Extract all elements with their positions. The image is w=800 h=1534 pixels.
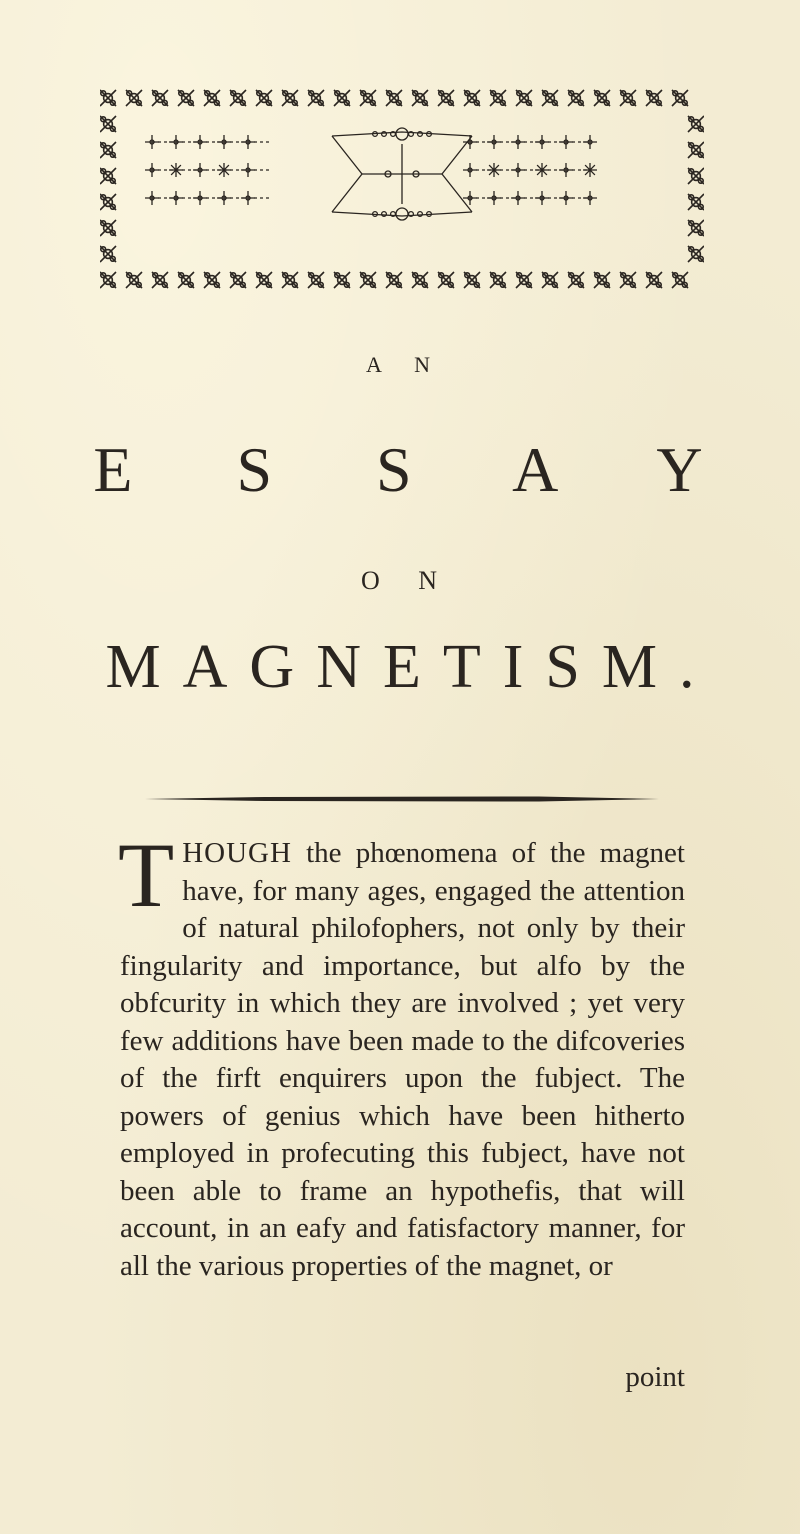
title-preposition: O N xyxy=(360,566,454,595)
catchword: point xyxy=(625,1361,685,1393)
divider-rule xyxy=(145,796,659,802)
body-paragraph xyxy=(118,824,685,1285)
drop-cap: T xyxy=(118,824,175,926)
title-article: A N xyxy=(365,352,445,377)
title-subject: MAGNETISM. xyxy=(105,633,717,701)
opening-words: HOUGH xyxy=(182,837,292,869)
ornamental-headpiece xyxy=(100,86,704,292)
paragraph-text: the phœnomena of the magnet have, for many ages, engaged the attention of natural philofophers, not only by their fingularity and importance, but alfo by the obfcurity in which they are involved ; yet very few additions have been made to the difcoveries of the firft enquirers upon the fubject. The powers of genius which have been hitherto employed in profecuting this fubject, have not been able to frame an hypothefis, that will account, in an eafy and fatisfactory manner, for all the various properties of the magnet, or xyxy=(120,837,685,1282)
title-main: E S S A Y xyxy=(93,434,747,505)
